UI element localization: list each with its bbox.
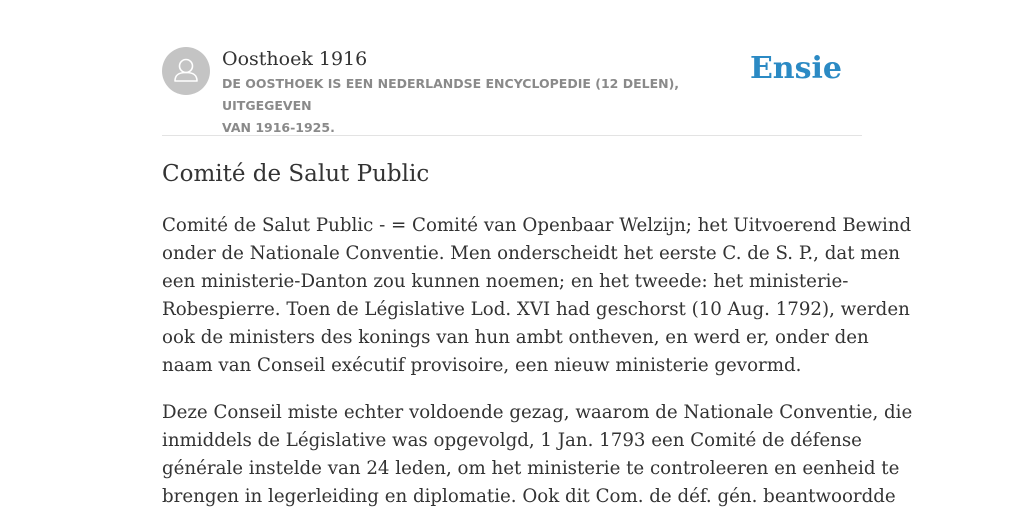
paragraph-line: Robespierre. Toen de Législative Lod. XVI had geschorst (10 Aug. 1792), werden [162, 299, 910, 320]
user-icon [162, 47, 210, 95]
source-header [162, 47, 862, 135]
paragraph-line: brengen in legerleiding en diplomatie. Ook dit Com. de déf. gén. beantwoordde [162, 486, 896, 507]
paragraph-line: Comité de Salut Public - = Comité van Openbaar Welzijn; het Uitvoerend Bewind [162, 215, 912, 236]
divider [162, 135, 862, 136]
article-title: Comité de Salut Public [162, 161, 430, 187]
paragraph-line: générale instelde van 24 leden, om het ministerie te controleeren en eenheid te [162, 458, 900, 479]
article-body [162, 212, 913, 512]
ensie-logo[interactable]: Ensie [749, 51, 842, 86]
article-paragraph [162, 212, 912, 380]
paragraph-line: Deze Conseil miste echter voldoende gezag, waarom de Nationale Conventie, die [162, 402, 913, 423]
article-paragraph [162, 399, 913, 511]
paragraph-line: ook de ministers des konings van hun ambt ontheven, en werd er, onder den [162, 327, 869, 348]
paragraph-line: een ministerie-Danton zou kunnen noemen; en het tweede: het ministerie- [162, 271, 849, 292]
paragraph-line: onder de Nationale Conventie. Men onderscheidt het eerste C. de S. P., dat men [162, 243, 901, 264]
source-description [222, 73, 762, 139]
source-title[interactable]: Oosthoek 1916 [222, 48, 368, 70]
source-description-line: VAN 1916-1925. [222, 120, 335, 135]
source-description-line: DE OOSTHOEK IS EEN NEDERLANDSE ENCYCLOPEDIE (12 DELEN), UITGEGEVEN [222, 76, 680, 113]
paragraph-line: inmiddels de Législative was opgevolgd, 1 Jan. 1793 een Comité de défense [162, 430, 862, 451]
paragraph-line: naam van Conseil exécutif provisoire, een nieuw ministerie gevormd. [162, 355, 802, 376]
avatar[interactable] [162, 47, 210, 95]
